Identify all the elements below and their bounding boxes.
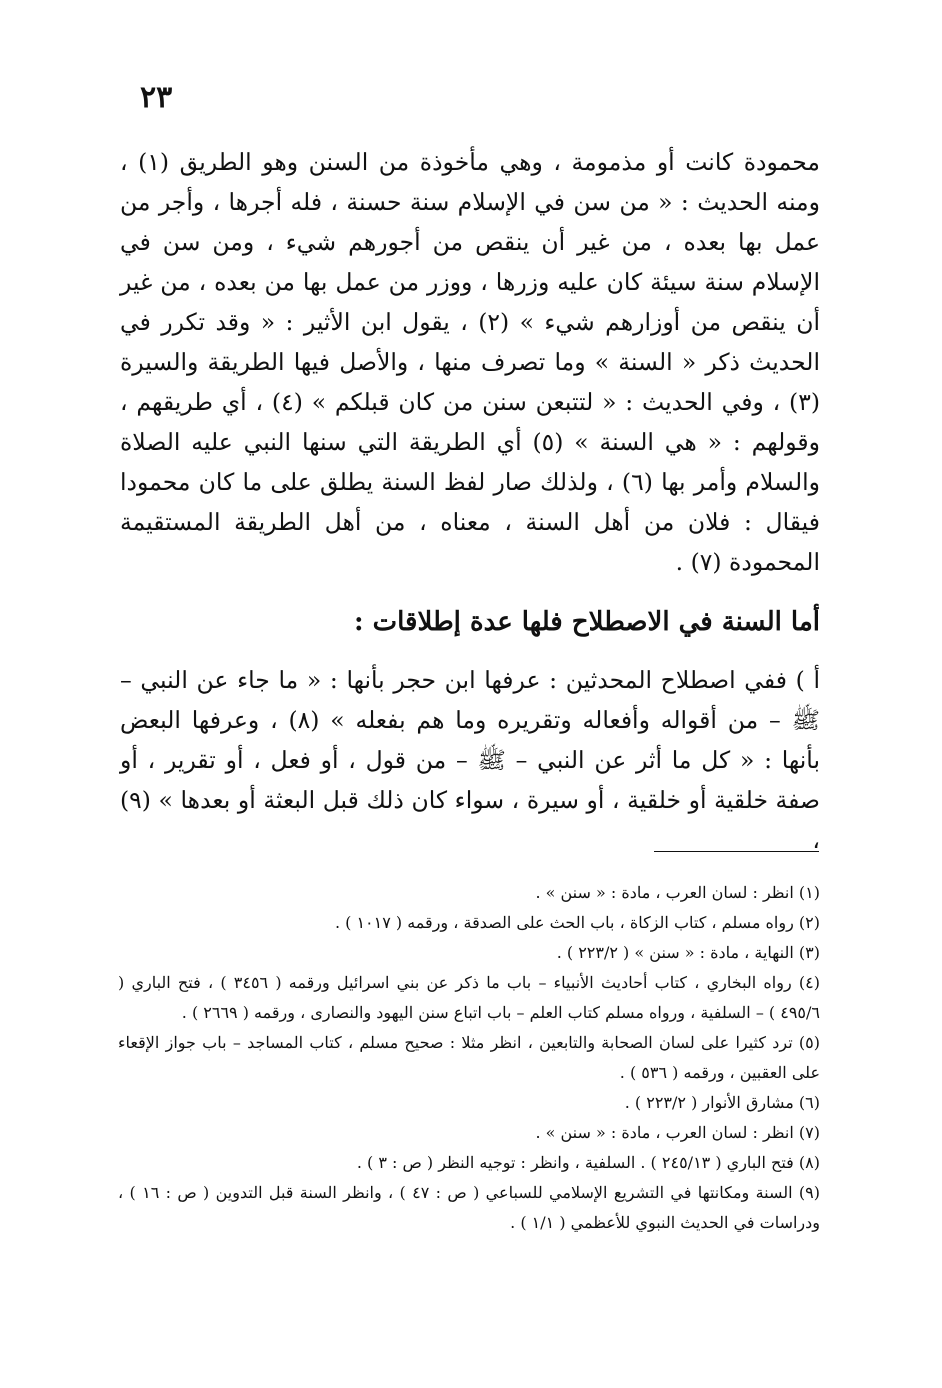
footnote-9: (٩) السنة ومكانتها في التشريع الإسلامي للسباعي ( ص : ٤٧ ) ، وانظر السنة قبل التدوين ( ص : ١٦ ) ، ودراسات في الحديث النبوي للأعظمي ( ١/١ ) . xyxy=(118,1183,821,1232)
footnote-8: (٨) فتح الباري ( ٢٤٥/١٣ ) . السلفية ، وانظر : توجيه النظر ( ص : ٣ ) . xyxy=(356,1153,820,1172)
footnote-divider xyxy=(654,851,819,852)
footnote-1: (١) انظر : لسان العرب ، مادة : « سنن » . xyxy=(535,883,820,902)
footnote-7: (٧) انظر : لسان العرب ، مادة : « سنن » . xyxy=(535,1123,820,1142)
footnote-5: (٥) ترد كثيرا على لسان الصحابة والتابعين ، انظر مثلا : صحيح مسلم ، كتاب المساجد – باب جواز الإقعاء على العقبين ، ورقمه ( ٥٣٦ ) . xyxy=(118,1033,820,1082)
footnote-3: (٣) النهاية ، مادة : « سنن » ( ٢٢٣/٢ ) . xyxy=(556,943,820,962)
body-paragraph-definition: أ ) ففي اصطلاح المحدثين : عرفها ابن حجر بأنها : « ما جاء عن النبي – ﷺ – من أقواله وأفعاله وتقريره وما هم بفعله » (٨) ، وعرفها البعض بأنها : « كل ما أثر عن النبي – ﷺ – من قول ، أو فعل ، أو تقرير ، أو صفة خلقية أو خلقية ، أو سيرة ، سواء كان ذلك قبل البعثة أو بعدها » (٩) ، xyxy=(120,666,820,854)
footnote-6: (٦) مشارق الأنوار ( ٢٢٣/٢ ) . xyxy=(624,1093,820,1112)
footnotes xyxy=(118,878,820,1238)
main-text xyxy=(120,142,820,860)
footnote-2: (٢) رواه مسلم ، كتاب الزكاة ، باب الحث على الصدقة ، ورقمه ( ١٠١٧ ) . xyxy=(334,913,820,932)
body-paragraph: محمودة كانت أو مذمومة ، وهي مأخوذة من السنن وهو الطريق (١) ، ومنه الحديث : « من سن في الإسلام سنة حسنة ، فله أجرها ، وأجر من عمل بها بعده ، من غير أن ينقص من أجورهم شيء ، ومن سن في الإسلام سنة سيئة كان عليه وزرها ، ووزر من عمل بها من بعده ، من غير أن ينقص من أوزارهم شيء » (٢) ، يقول ابن الأثير : « وقد تكرر في الحديث ذكر « السنة » وما تصرف منها ، والأصل فيها الطريقة والسيرة (٣) ، وفي الحديث : « لتتبعن سنن من كان قبلكم » (٤) ، أي طريقهم ، وقولهم : « هي السنة » (٥) أي الطريقة التي سنها النبي عليه الصلاة والسلام وأمر بها (٦) ، ولذلك صار لفظ السنة يطلق على ما كان محمودا فيقال : فلان من أهل السنة ، معناه ، من أهل الطريقة المستقيمة المحمودة (٧) . xyxy=(120,148,820,576)
footnote-4: (٤) رواه البخاري ، كتاب أحاديث الأنبياء – باب ما ذكر عن بني اسرائيل ورقمه ( ٣٤٥٦ ) ، فتح الباري ( ٤٩٥/٦ ) – السلفية ، ورواه مسلم كتاب العلم – باب اتباع سنن اليهود والنصارى ، ورقمه ( ٢٦٦٩ ) . xyxy=(118,973,820,1022)
section-heading: أما السنة في الاصطلاح فلها عدة إطلاقات : xyxy=(354,607,820,637)
page-number: ٢٣ xyxy=(140,80,173,115)
